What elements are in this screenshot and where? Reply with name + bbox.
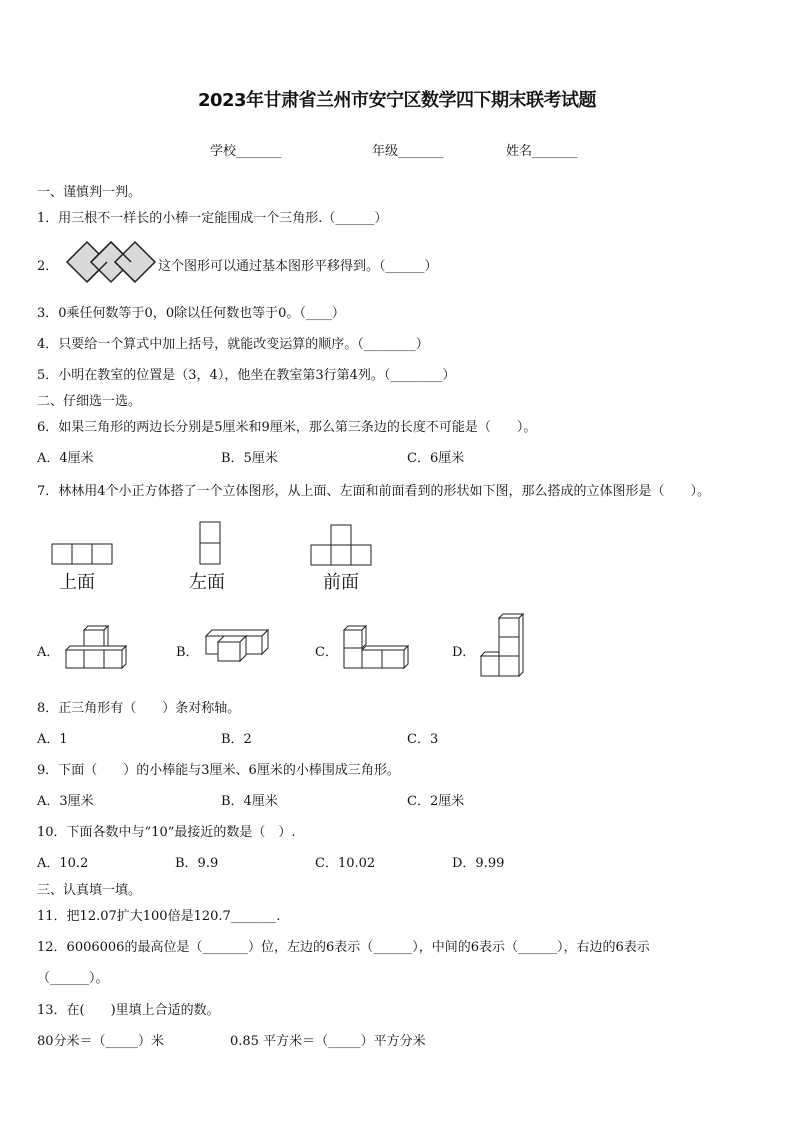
q7-option-d-figure [479,612,527,678]
q7-option-b-figure [202,630,270,662]
question-9: 9．下面（ ）的小棒能与3厘米、6厘米的小棒围成三角形。 [37,763,400,778]
question-10: 10．下面各数中与“10”最接近的数是（ ）. [37,825,296,840]
front-view-figure [310,524,372,566]
grade-field: 年级_______ [372,144,444,159]
question-11: 11．把12.07扩大100倍是120.7_______. [37,909,281,924]
q7-option-a-figure [64,624,132,670]
q10-option-b: B．9.9 [175,856,219,871]
question-1: 1．用三根不一样长的小棒一定能围成一个三角形.（______） [37,211,388,226]
question-13-part-a: 80分米＝（_____）米 [37,1034,165,1049]
question-2-number: 2． [37,259,59,274]
section-3-heading: 三、认真填一填。 [37,883,142,898]
question-13: 13．在( )里填上合适的数。 [37,1003,220,1018]
q8-option-b: B．2 [221,732,252,747]
section-2-heading: 二、仔细选一选。 [37,394,142,409]
left-view-figure [199,521,221,565]
q7-option-c-figure [340,624,410,670]
q8-option-a: A．1 [37,732,68,747]
q9-option-a: A．3厘米 [37,794,94,809]
section-1-heading: 一、谨慎判一判。 [37,185,142,200]
q7-option-c: C． [315,645,338,660]
school-field: 学校_______ [210,144,282,159]
q7-option-d: D． [452,645,476,660]
q6-option-b: B．5厘米 [221,451,278,466]
question-2-diamond-figure [63,238,159,286]
question-3: 3．0乘任何数等于0，0除以任何数也等于0。（____） [37,306,345,321]
question-12-line-2: （______）。 [37,971,109,986]
question-7: 7．林林用4个小正方体搭了一个立体图形，从上面、左面和前面看到的形状如下图，那么搭成的立体图形是（ ）。 [37,484,711,499]
question-8: 8．正三角形有（ ）条对称轴。 [37,701,241,716]
top-view-label: 上面 [59,572,95,593]
left-view-label: 左面 [189,572,225,593]
q10-option-a: A．10.2 [37,856,89,871]
q7-option-a: A． [37,645,60,660]
q9-option-c: C．2厘米 [407,794,465,809]
question-12-line-1: 12．6006006的最高位是（_______）位，左边的6表示（______），中间的6表示（______），右边的6表示 [37,940,650,955]
question-2-text: 这个图形可以通过基本图形平移得到。（______） [158,259,438,274]
question-5: 5．小明在教室的位置是（3，4），他坐在教室第3行第4列。（________） [37,368,456,383]
q9-option-b: B．4厘米 [221,794,278,809]
question-13-part-b: 0.85 平方米＝（_____）平方分米 [230,1034,426,1049]
top-view-figure [51,543,113,565]
q8-option-c: C．3 [407,732,439,747]
q6-option-a: A．4厘米 [37,451,94,466]
question-4: 4．只要给一个算式中加上括号，就能改变运算的顺序。（________） [37,337,429,352]
q7-option-b: B． [176,645,199,660]
name-field: 姓名_______ [506,144,578,159]
front-view-label: 前面 [323,572,359,593]
q10-option-d: D．9.99 [452,856,505,871]
q6-option-c: C．6厘米 [407,451,465,466]
question-6: 6．如果三角形的两边长分别是5厘米和9厘米，那么第三条边的长度不可能是（ ）。 [37,420,537,435]
page-title: 2023年甘肃省兰州市安宁区数学四下期末联考试题 [197,90,597,111]
q10-option-c: C．10.02 [315,856,376,871]
